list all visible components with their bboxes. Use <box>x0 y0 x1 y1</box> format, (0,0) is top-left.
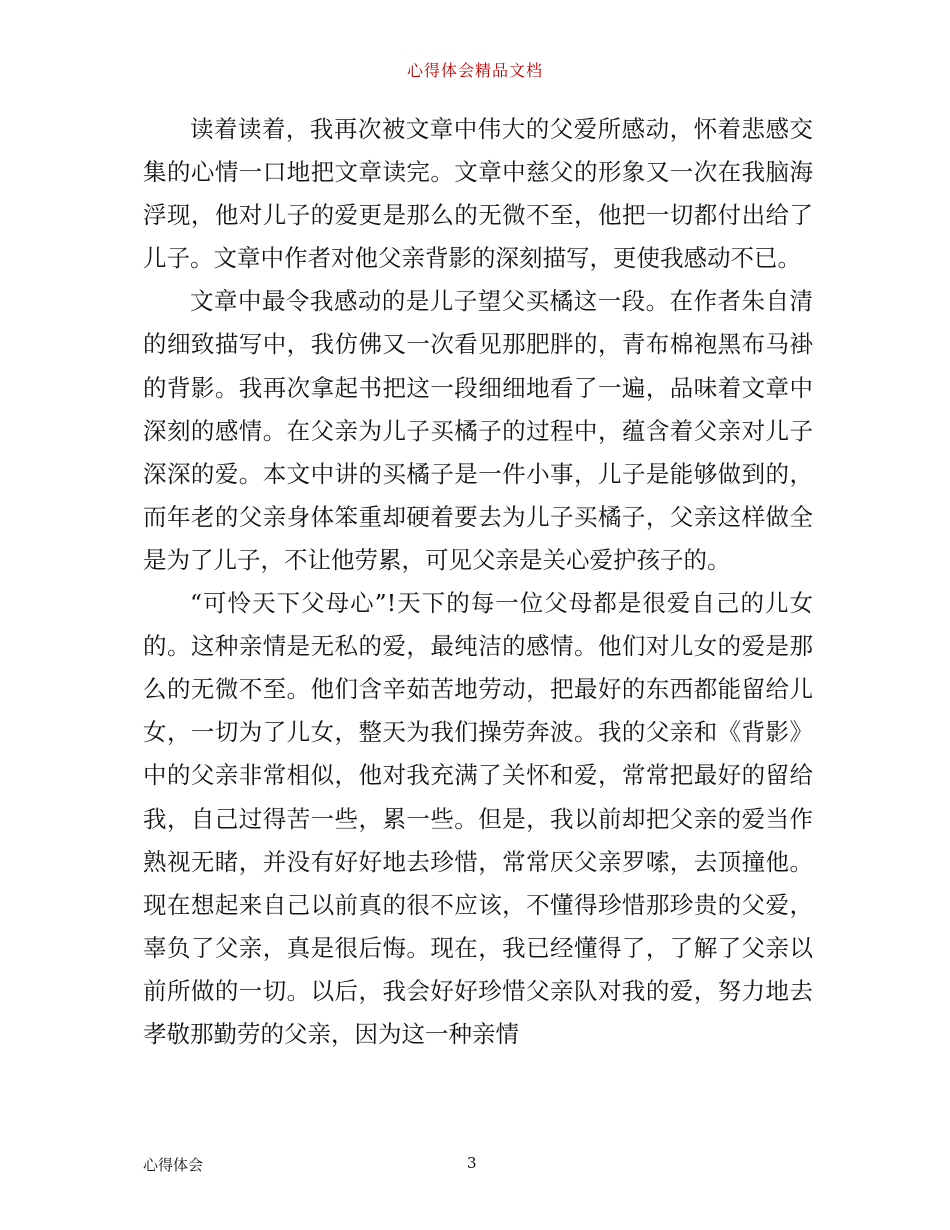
document-body <box>143 108 813 1056</box>
paragraph-1: 读着读着，我再次被文章中伟大的父爱所感动，怀着悲感交集的心情一口地把文章读完。文章中慈父的形象又一次在我脑海浮现，他对儿子的爱更是那么的无微不至，他把一切都付出给了儿子。文章中作者对他父亲背影的深刻描写，更使我感动不已。 <box>143 115 813 273</box>
page-footer-label: 心得体会 <box>143 1156 204 1174</box>
paragraph-2: 文章中最令我感动的是儿子望父买橘这一段。在作者朱自清的细致描写中，我仿佛又一次看见那肥胖的，青布棉袍黑布马褂的背影。我再次拿起书把这一段细细地看了一遍，品味着文章中深刻的感情。在父亲为儿子买橘子的过程中，蕴含着父亲对儿子深深的爱。本文中讲的买橘子是一件小事，儿子是能够做到的，而年老的父亲身体笨重却硬着要去为儿子买橘子，父亲这样做全是为了儿子，不让他劳累，可见父亲是关心爱护孩子的。 <box>143 287 813 574</box>
page-number: 3 <box>467 1154 477 1172</box>
paragraph-3: “可怜天下父母心”!天下的每一位父母都是很爱自己的儿女的。这种亲情是无私的爱，最纯洁的感情。他们对儿女的爱是那么的无微不至。他们含辛茹苦地劳动，把最好的东西都能留给儿女，一切为了儿女，整天为我们操劳奔波。我的父亲和《背影》中的父亲非常相似，他对我充满了关怀和爱，常常把最好的留给我，自己过得苦一些，累一些。但是，我以前却把父亲的爱当作熟视无睹，并没有好好地去珍惜，常常厌父亲罗嗦，去顶撞他。现在想起来自己以前真的很不应该，不懂得珍惜那珍贵的父爱，辜负了父亲，真是很后悔。现在，我已经懂得了，了解了父亲以前所做的一切。以后，我会好好珍惜父亲队对我的爱，努力地去孝敬那勤劳的父亲，因为这一种亲情 <box>143 589 813 1048</box>
page-header-title: 心得体会精品文档 <box>406 61 543 80</box>
